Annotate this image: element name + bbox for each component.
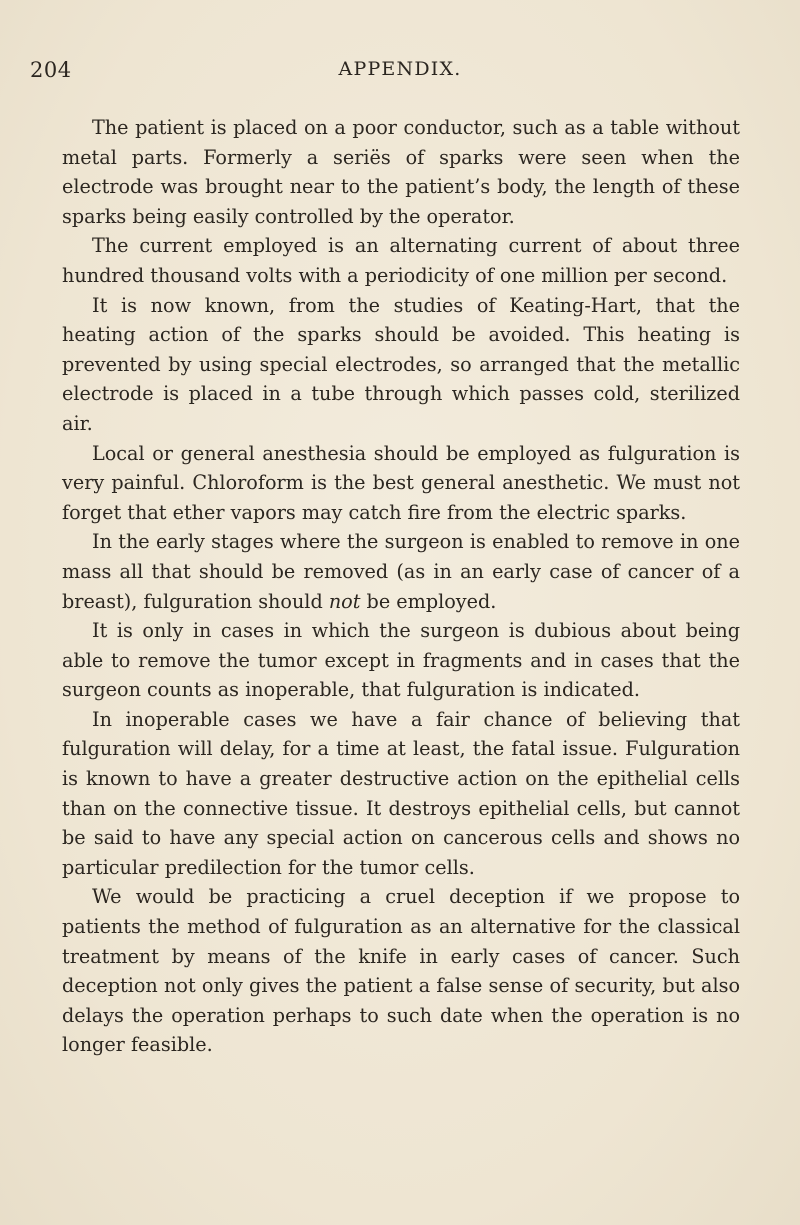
paragraph-keating-hart: It is now known, from the studies of Keating-Hart, that the heating action of the sparks should be avoided. This heating is prevented by using special electrodes, so arranged that the metallic electrode is placed in a tube through which passes cold, sterilized air. [62, 293, 740, 435]
paragraph-early-stages: In the early stages where the surgeon is enabled to remove in one mass all that should be removed (as in an early case of cancer of a breast), fulguration should not be employed. [62, 530, 740, 613]
paragraph-inoperable-cases: In inoperable cases we have a fair chance of believing that fulguration will delay, for a time at least, the fatal issue. Fulguration is known to have a greater destructive action on the epithelial cells than on the connective tissue. It destroys epithelial cells, but cannot be said to have any special action on cancerous cells and shows no particular predilection for the tumor cells. [62, 707, 740, 879]
paragraph-indication: It is only in cases in which the surgeon is dubious about being able to remove the tumor except in fragments and in cases that the surgeon counts as inoperable, that fulguration is indicated. [62, 619, 740, 702]
body-text [62, 113, 740, 1060]
paragraph-deception: We would be practicing a cruel deception if we propose to patients the method of fulguration as an alternative for the classical treatment by means of the knife in early cases of cancer. Such deception not only gives the patient a false sense of security, but also delays the operation perhaps to such date when the operation is no longer feasible. [62, 885, 740, 1057]
running-head: APPENDIX. [338, 58, 462, 80]
page-number: 204 [30, 58, 72, 82]
page-header [30, 58, 770, 86]
paragraph-patient-placement: The patient is placed on a poor conductor, such as a table without metal parts. Formerly a seriës of sparks were seen when the electrode was brought near to the patient’s body, the length of these sparks being easily controlled by the operator. [62, 116, 740, 228]
paragraph-anesthesia: Local or general anesthesia should be employed as fulguration is very painful. Chloroform is the best general anesthetic. We must not forget that ether vapors may catch fire from the electric sparks. [62, 441, 740, 524]
emphasis-not: not [328, 589, 361, 613]
paragraph-current: The current employed is an alternating current of about three hundred thousand volts with a periodicity of one million per second. [62, 234, 740, 287]
